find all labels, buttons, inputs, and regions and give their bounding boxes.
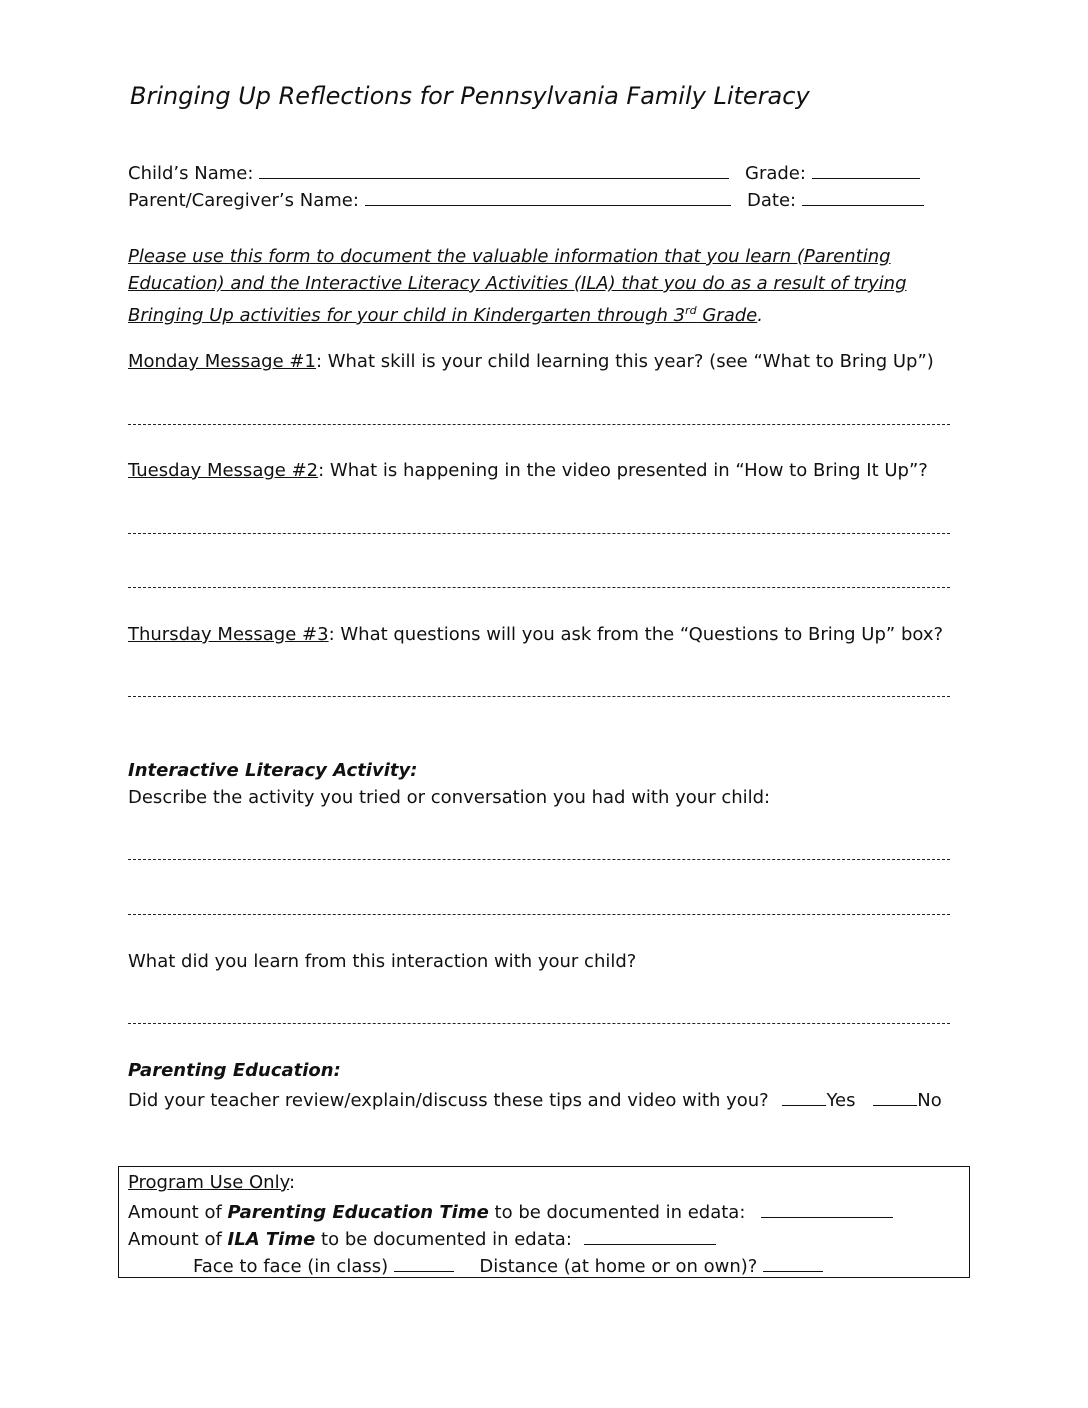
monday-label: Monday Message #1: [128, 351, 316, 372]
ila-describe-prompt: Describe the activity you tried or conversation you had with your child:: [128, 787, 771, 808]
date-field[interactable]: [802, 189, 924, 206]
monday-text: : What skill is your child learning this year? (see “What to Bring Up”): [315, 351, 934, 372]
tuesday-label: Tuesday Message #2: [128, 460, 319, 481]
monday-question: [128, 353, 934, 371]
date-row: [747, 189, 924, 210]
thursday-text: : What questions will you ask from the “Questions to Bring Up” box?: [328, 624, 944, 645]
grade-field[interactable]: [812, 162, 920, 179]
tuesday-answer-line-2[interactable]: [128, 587, 950, 588]
grade-label: Grade:: [745, 163, 806, 184]
parent-name-row: [128, 189, 731, 210]
distance-field[interactable]: [763, 1255, 823, 1272]
ila-time-bold: ILA Time: [227, 1229, 316, 1250]
pe-time-prefix: Amount of: [128, 1202, 228, 1223]
intro-line-1: Please use this form to document the valuable information that you learn (Parenting: [128, 246, 891, 267]
child-name-field[interactable]: [259, 162, 729, 179]
parenting-heading: Parenting Education:: [128, 1060, 341, 1081]
program-heading: Program Use Only: [128, 1172, 289, 1193]
ila-describe-line-1[interactable]: [128, 859, 950, 860]
distance-label: Distance (at home or on own)?: [479, 1256, 758, 1277]
grade-row: [745, 162, 920, 183]
intro-period: .: [757, 305, 763, 326]
ila-learn-prompt: What did you learn from this interaction with your child?: [128, 951, 637, 972]
tuesday-text: : What is happening in the video presented in “How to Bring It Up”?: [318, 460, 928, 481]
pe-time-row: [128, 1201, 893, 1222]
parenting-question: Did your teacher review/explain/discuss these tips and video with you?: [128, 1090, 769, 1111]
face-to-face-field[interactable]: [394, 1255, 454, 1272]
tuesday-answer-line-1[interactable]: [128, 533, 950, 534]
ila-time-field[interactable]: [584, 1228, 716, 1245]
child-name-row: [128, 162, 729, 183]
thursday-answer-line[interactable]: [128, 696, 950, 697]
no-label: No: [917, 1090, 942, 1111]
ila-learn-line[interactable]: [128, 1023, 950, 1024]
ila-time-prefix: Amount of: [128, 1229, 228, 1250]
ila-heading: Interactive Literacy Activity:: [128, 760, 418, 781]
ila-describe-line-2[interactable]: [128, 914, 950, 915]
parenting-question-row: [128, 1089, 942, 1110]
tuesday-question: [128, 462, 928, 480]
ila-time-suffix: to be documented in edata:: [315, 1229, 572, 1250]
ila-time-row: [128, 1228, 716, 1249]
thursday-question: [128, 626, 943, 644]
date-label: Date:: [747, 190, 797, 211]
program-heading-colon: :: [288, 1172, 296, 1193]
parent-name-label: Parent/Caregiver’s Name:: [128, 190, 359, 211]
parent-name-field[interactable]: [365, 189, 731, 206]
pe-time-field[interactable]: [761, 1201, 893, 1218]
child-name-label: Child’s Name:: [128, 163, 254, 184]
pe-time-bold: Parenting Education Time: [227, 1202, 489, 1223]
delivery-row: [193, 1255, 823, 1276]
form-title: Bringing Up Reflections for Pennsylvania Family Literacy: [130, 82, 810, 110]
monday-answer-line[interactable]: [128, 424, 950, 425]
yes-blank[interactable]: [782, 1089, 826, 1106]
thursday-label: Thursday Message #3: [128, 624, 329, 645]
intro-superscript: rd: [685, 304, 697, 317]
intro-line-3a: Bringing Up activities for your child in Kindergarten through 3: [128, 305, 686, 326]
pe-time-suffix: to be documented in edata:: [488, 1202, 746, 1223]
yes-label: Yes: [826, 1090, 856, 1111]
intro-paragraph: [128, 243, 958, 329]
program-heading-row: [128, 1174, 295, 1192]
no-blank[interactable]: [873, 1089, 917, 1106]
intro-line-2: Education) and the Interactive Literacy Activities (ILA) that you do as a result of trying: [128, 273, 907, 294]
face-to-face-label: Face to face (in class): [193, 1256, 389, 1277]
intro-line-3b: Grade: [696, 305, 758, 326]
